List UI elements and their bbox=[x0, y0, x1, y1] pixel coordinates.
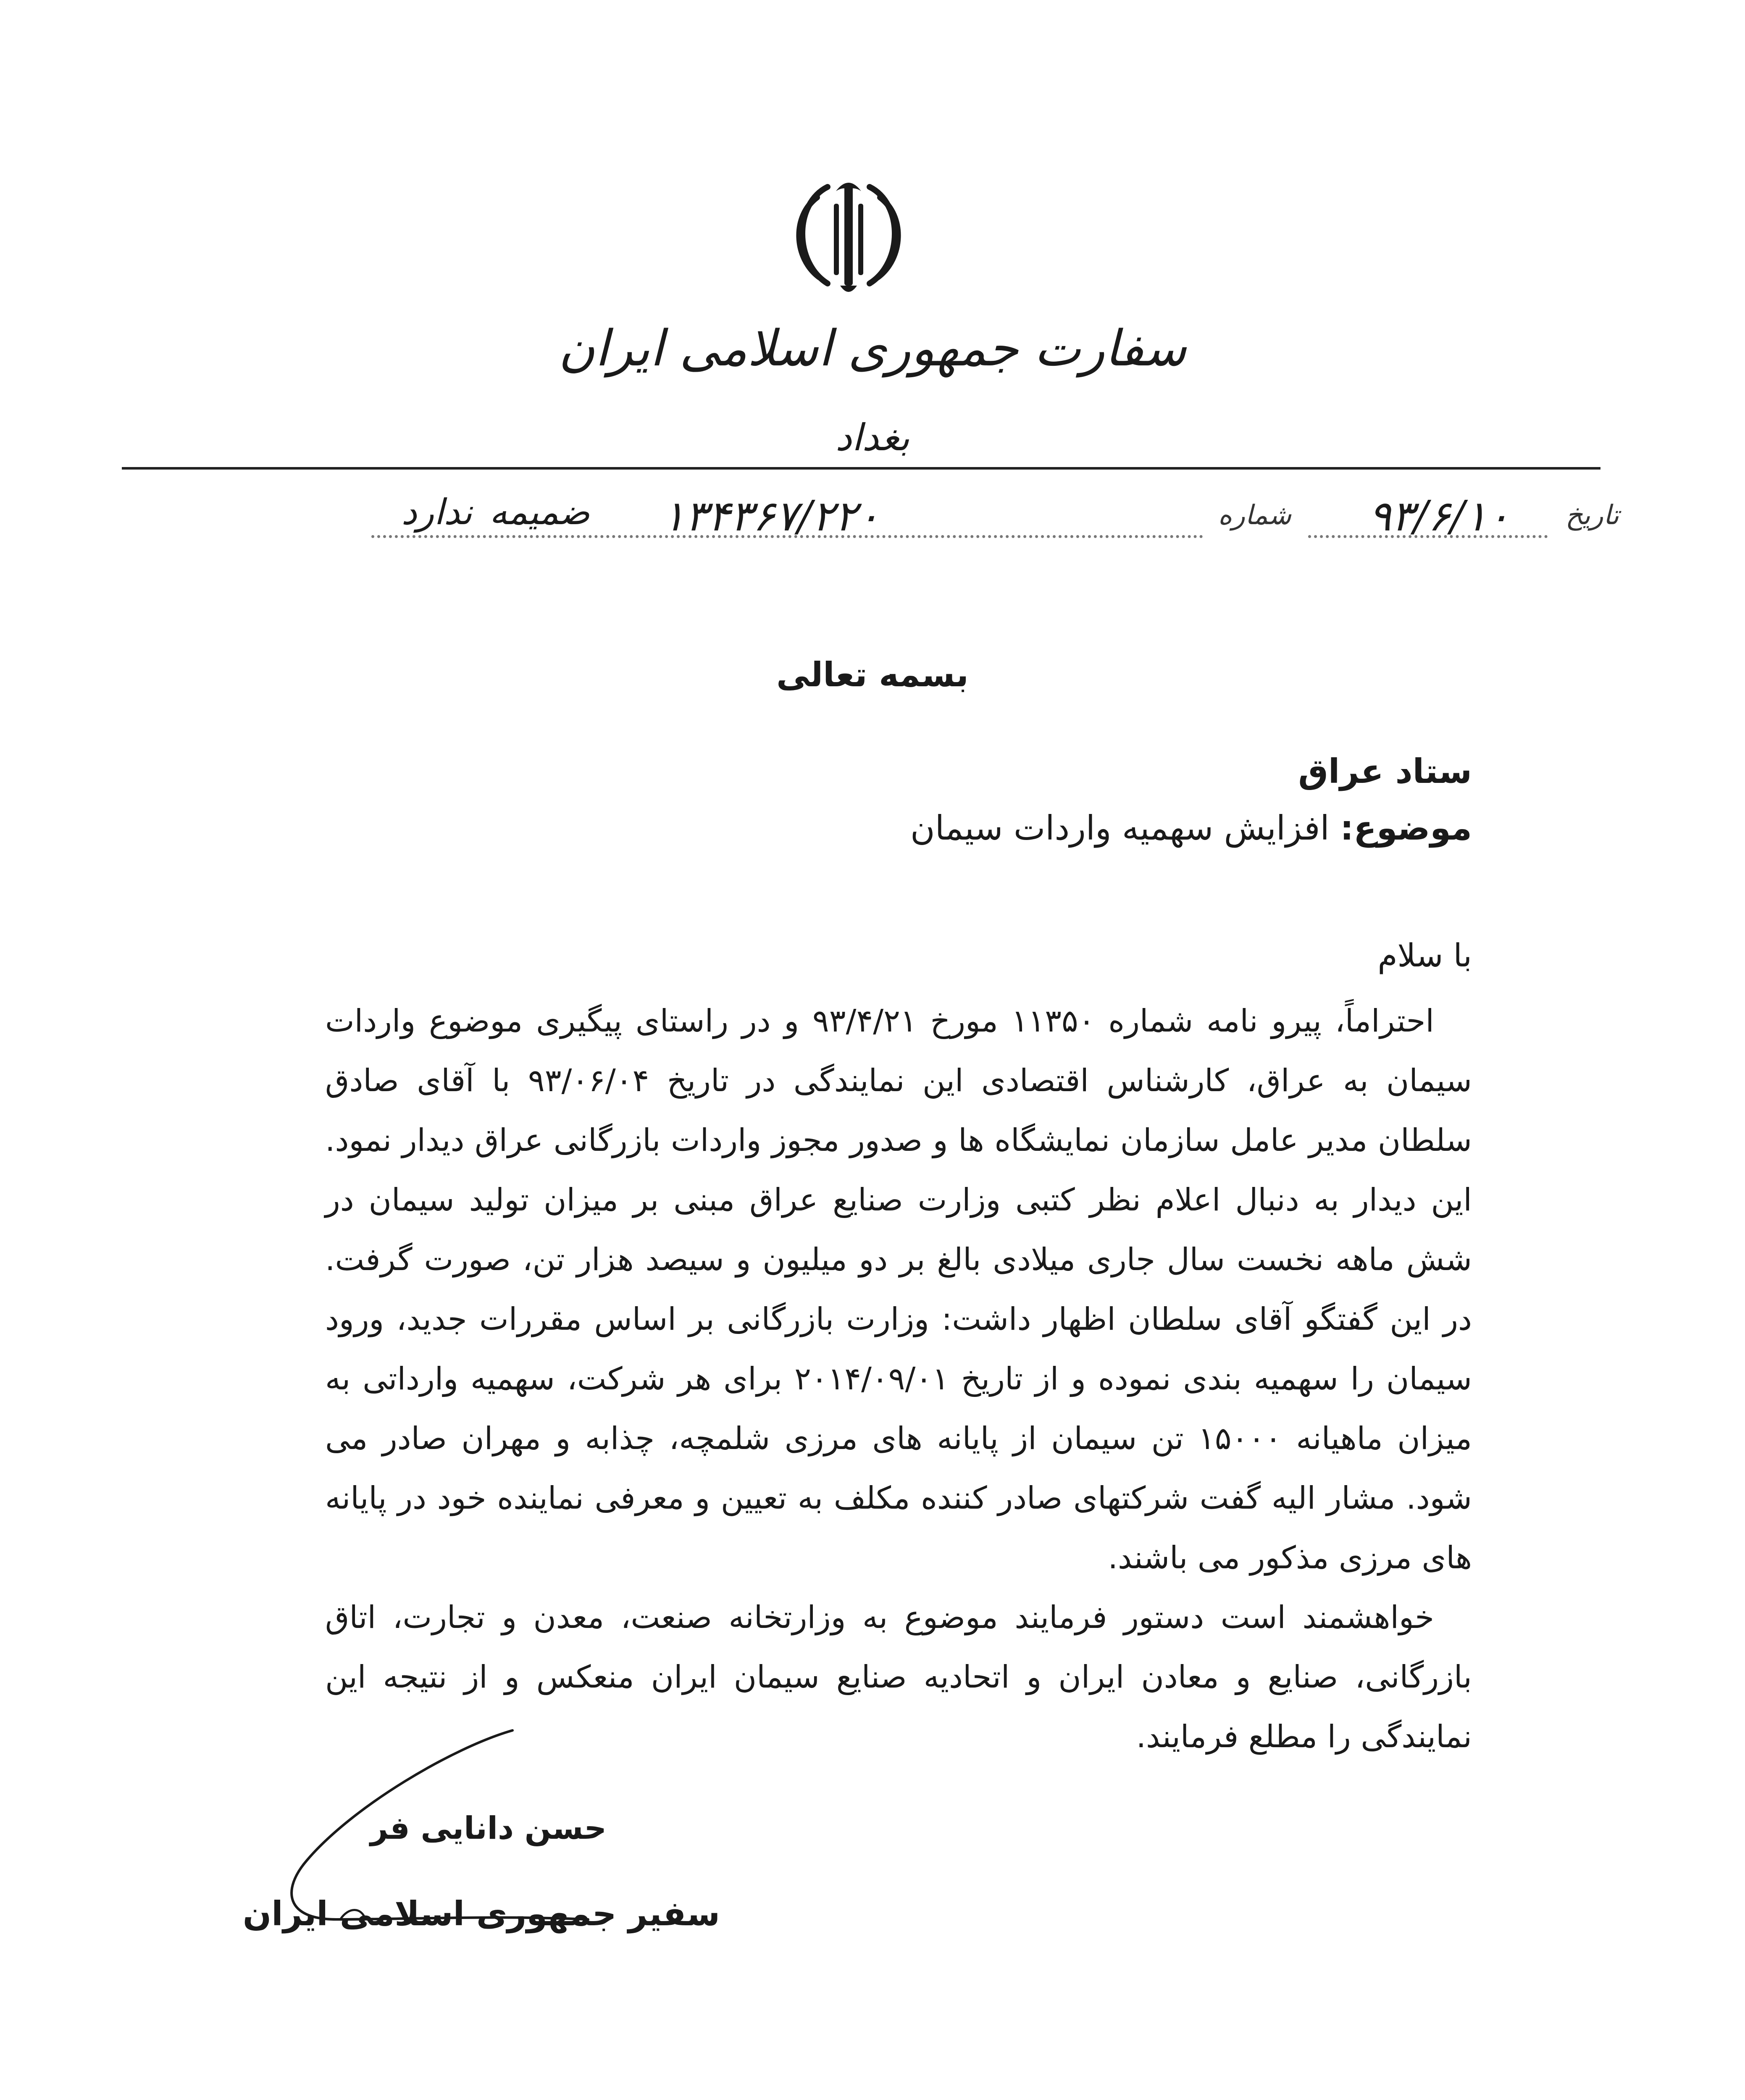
subject-value: افزایش سهمیه واردات سیمان bbox=[910, 808, 1330, 848]
handwritten-signature-icon bbox=[277, 1722, 597, 1940]
subject-line bbox=[910, 808, 1472, 848]
letter-meta-row bbox=[0, 491, 1745, 559]
body-paragraph-2: خواهشمند است دستور فرمایند موضوع به وزارتخانه صنعت، معدن و تجارت، اتاق بازرگانی، صنایع و معادن ایران و اتحادیه صنایع سیمان ایران منعکس و از نتیجه این نمایندگی را مطلع فرمایند. bbox=[325, 1599, 1472, 1755]
attachment-label: ضمیمه bbox=[489, 491, 590, 533]
number-value: ۱۳۴۳۶۷/۲۲۰ bbox=[662, 491, 880, 541]
signatory-name: حسن دانایی فر bbox=[370, 1810, 607, 1846]
iran-emblem-icon bbox=[777, 166, 920, 304]
body-paragraph-1: احتراماً، پیرو نامه شماره ۱۱۳۵۰ مورخ ۹۳/۴/۲۱ و در راستای پیگیری موضوع واردات سیمان به عراق، کارشناس اقتصادی این نمایندگی در تاریخ ۹۳/۰۶/۰۴ با آقای صادق سلطان مدیر عامل سازمان نمایشگاه ها و صدور مجوز واردات بازرگانی عراق دیدار نمود. این دیدار به دنبال اعلام نظر کتبی وزارت صنایع عراق مبنی بر میزان تولید سیمان در شش ماهه نخست سال جاری میلادی بالغ بر دو میلیون و سیصد هزار تن، صورت گرفت. در این گفتگو آقای سلطان اظهار داشت: وزارت بازرگانی بر اساس مقررات جدید، ورود سیمان را سهمیه بندی نموده و از تاریخ ۲۰۱۴/۰۹/۰۱ برای هر شرکت، سهمیه وارداتی به میزان ماهیانه ۱۵۰۰۰ تن سیمان از پایانه های مرزی شلمچه، چذابه و مهران صادر می شود. مشار الیه گفت شرکتهای صادر کننده مکلف به تعیین و معرفی نماینده خود در پایانه های مرزی مذکور می باشند. bbox=[325, 1003, 1472, 1576]
letter-heading: بسمه تعالی bbox=[776, 655, 969, 694]
greeting: با سلام bbox=[1377, 937, 1472, 974]
recipient: ستاد عراق bbox=[1298, 752, 1472, 791]
letterhead-divider bbox=[122, 467, 1600, 470]
attachment-value: ندارد bbox=[401, 491, 472, 533]
subject-label: موضوع: bbox=[1340, 808, 1472, 848]
signatory-title: سفیر جمهوری اسلامی ایران bbox=[242, 1894, 720, 1933]
embassy-name: سفارت جمهوری اسلامی ایران bbox=[558, 319, 1187, 377]
embassy-city: بغداد bbox=[835, 416, 910, 459]
date-label: تاریخ bbox=[1565, 500, 1619, 531]
date-value: ۹۳/۶/۱۰ bbox=[1369, 491, 1510, 541]
number-label: شماره bbox=[1218, 500, 1291, 531]
letter-body bbox=[325, 991, 1472, 1767]
